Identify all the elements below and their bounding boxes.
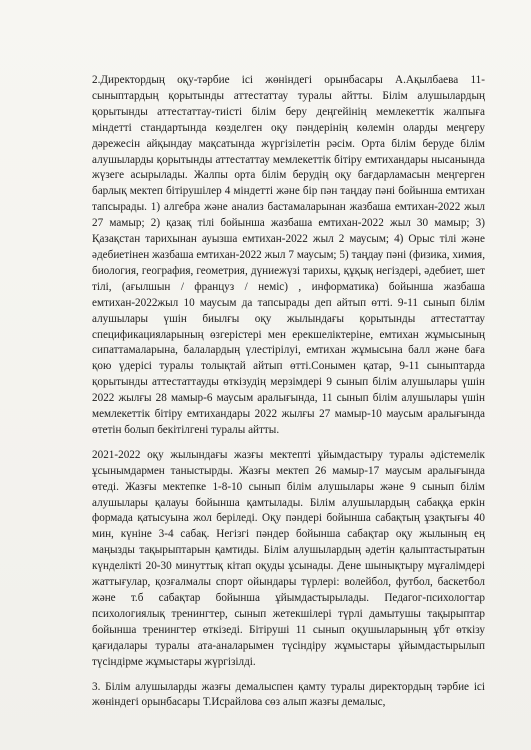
- paragraph-summer-holiday: 3. Білім алушыларды жазғы демалыспен қамту туралы директордың тәрбие ісі жөніндегі орынбасары Т.Исрайлова сөз алып жазғы демалыс,: [92, 680, 485, 709]
- paragraph-summer-school: 2021-2022 оқу жылындағы жазғы мектепті ұйымдастыру туралы әдістемелік ұсынымдармен таныстырды. Жазғы мектеп 26 мамыр-17 маусым аралығында өтеді. Жазғы мектепке 1-8-10 сынып білім алушылары және 9 сынып білім алушылары қалауы бойынша қамтылады. Білім алушылардың сабаққа еркін формада қатысуына жол беріледі. Оқу пәндері бойынша сабақтың ұзақтығы 40 мин, күніне 3-4 сабақ. Негізгі пәндер бойынша сабақтар оқу жылының ең маңызды тақырыптарын қамтиды. Білім алушылардың әдетін қалыптастыратын күнделікті 20-30 минуттық кітап оқуды ұсынады. Дене шынықтыру мұғалімдері жаттығулар, қозғалмалы спорт ойындары түрлері: волейбол, футбол, баскетбол және т.б сабақтар бойынша ұйымдастырылады. Педагог-психологтар психологиялық тренингтер, сынып жетекшілері түрлі дамытушы тақырыптар бойынша тренингтер өткізеді. Бітіруші 11 сынып оқушыларының ұбт өткізу қағидалары туралы ата-аналарымен түсіндіру жұмыстары ұйымдастырылып түсіндірме жұмыстары жүргізілді.: [92, 448, 485, 668]
- paragraph-final-attestation: 2.Директордың оқу-тәрбие ісі жөніндегі орынбасары А.Ақылбаева 11-сыныптардың қорытынды аттестаттау туралы айтты. Білім алушылардың қорытынды аттестаттау-тиісті білім беру деңгейінің мемлекеттік жалпыға міндетті стандартында көзделген оқу пәндерінің көлемін оларды меңгеру дәрежесін айқындау мақсатында жүргізілетін рәсім. Орта білім беруде білім алушыларды қорытынды аттестаттау мемлекеттік бітіру емтихандары нысанында жүзеге асырылады. Жалпы орта білім берудің оқу бағдарламасын меңгерген барлық мектеп бітірушілер 4 міндетті және бір пән таңдау пәні бойынша емтихан тапсырады. 1) алгебра және анализ бастамаларынан жазбаша емтихан-2022 жыл 27 мамыр; 2) қазақ тілі бойынша жазбаша емтихан-2022 жыл 30 мамыр; 3) Қазақстан тарихынан ауызша емтихан-2022 жыл 2 маусым; 4) Орыс тілі және әдебиетінен жазбаша емтихан-2022 жыл 7 маусым; 5) таңдау пәні (физика, химия, биология, география, геометрия, дүниежүзі тарихы, құқық негіздері, әдебиет, шет тілі, (ағылшын / француз / неміс) , информатика) бойынша жазбаша емтихан-2022жыл 10 маусым да тапсырады деп айтып өтті. 9-11 сынып білім алушылары үшін биылғы оқу жылындағы қорытынды аттестаттау спецификацияларының өзгерістері мен ерекшеліктеріне, емтихан жұмысының сипаттамаларына, балалардың үлестірілуі, емтихан жұмысына балл және баға қою үдерісі туралы толықтай айтып өтті.Сонымен қатар, 9-11 сыныптарда қорытынды аттестаттауды өткізудің мерзімдері 9 сынып білім алушылары үшін 2022 жылғы 28 мамыр-6 маусым аралығында, 11 сынып білім алушылары үшін мемлекеттік бітіру емтихандары 2022 жылғы 27 мамыр-10 маусым аралығында өтетін болып бекітілгені туралы айтты.: [92, 74, 485, 436]
